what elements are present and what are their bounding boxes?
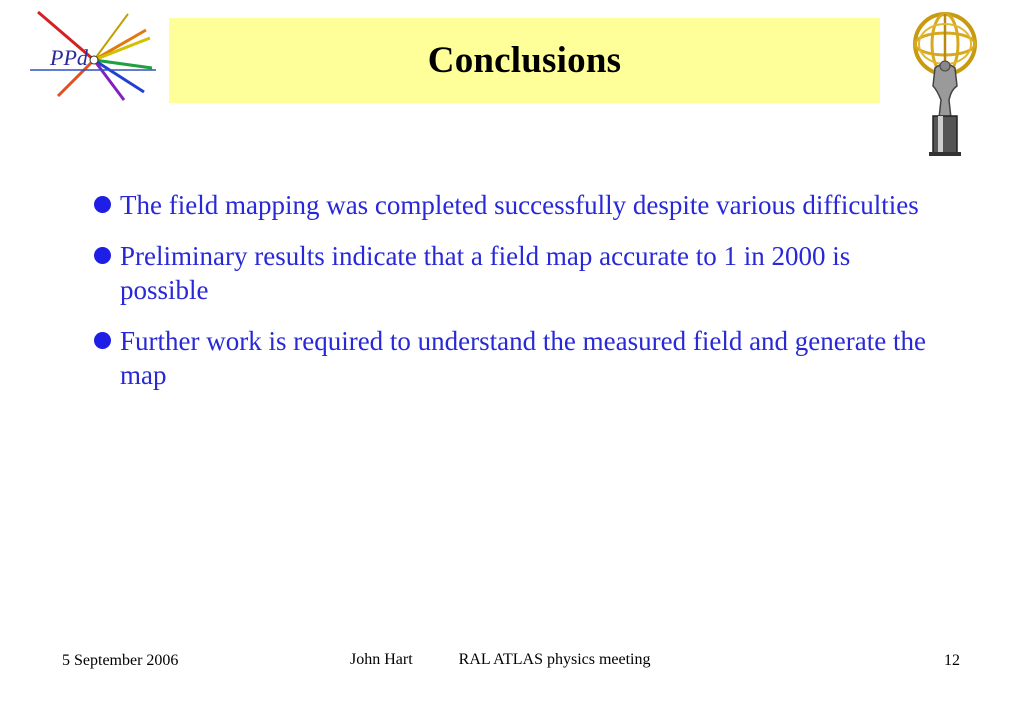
- bullet-icon: [94, 332, 111, 349]
- bullet-text: Further work is required to understand the measured field and generate the map: [120, 326, 926, 390]
- list-item: [90, 324, 930, 392]
- footer-author: John Hart: [350, 651, 413, 668]
- footer-center: [350, 651, 651, 669]
- bullet-text: Preliminary results indicate that a field map accurate to 1 in 2000 is possible: [120, 241, 851, 305]
- list-item: [90, 239, 930, 307]
- list-item: [90, 188, 930, 222]
- title-banner: [169, 18, 880, 103]
- atlas-logo-icon: [905, 8, 985, 158]
- bullet-list: [90, 188, 930, 409]
- footer-date: 5 September 2006: [62, 652, 179, 669]
- ppd-logo-icon: [28, 8, 160, 104]
- bullet-text: The field mapping was completed successfully despite various difficulties: [120, 190, 919, 220]
- bullet-icon: [94, 247, 111, 264]
- bullet-icon: [94, 196, 111, 213]
- page-number: 12: [944, 652, 960, 669]
- footer-event: RAL ATLAS physics meeting: [458, 651, 651, 668]
- ppd-logo-text: PPd: [50, 45, 88, 70]
- page-title: Conclusions: [427, 40, 622, 81]
